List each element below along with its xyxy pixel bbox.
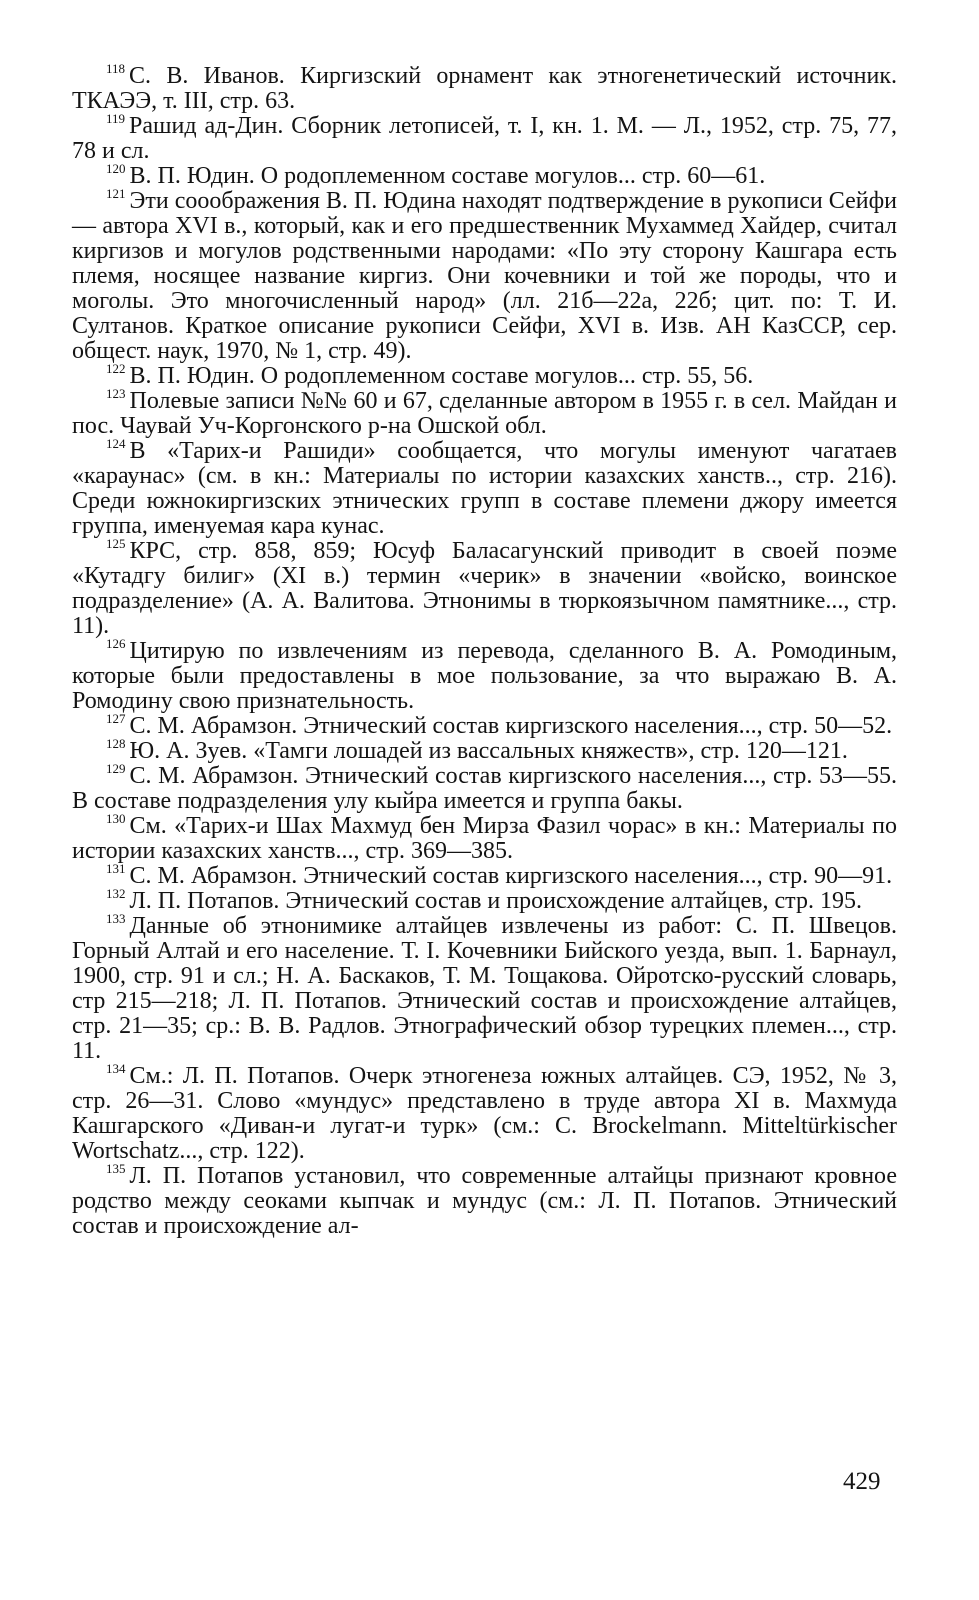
footnote-number: 135 <box>106 1161 126 1176</box>
footnote-text: Цитирую по извлечениям из перевода, сделанного В. А. Ромодиным, которые были предоставлены в мое пользование, за что выражаю В. А. Ромодину свою признательность. <box>72 638 897 714</box>
footnote-131 <box>72 861 897 889</box>
footnote-121 <box>72 186 897 364</box>
page-number: 429 <box>843 1468 881 1495</box>
footnote-number: 129 <box>106 761 126 776</box>
footnote-123 <box>72 386 897 439</box>
footnote-text: КРС, стр. 858, 859; Юсуф Баласагунский приводит в своей поэме «Кутадгу билиг» (XI в.) термин «черик» в значении «войско, воинское подразделение» (А. А. Валитова. Этнонимы в тюркоязычном памятнике..., стр. 11). <box>72 538 897 639</box>
footnote-number: 126 <box>106 636 126 651</box>
footnote-number: 125 <box>106 536 126 551</box>
footnote-text: Рашид ад-Дин. Сборник летописей, т. I, кн. 1. М. — Л., 1952, стр. 75, 77, 78 и сл. <box>72 113 897 164</box>
footnote-number: 131 <box>106 861 126 876</box>
footnote-text: См.: Л. П. Потапов. Очерк этногенеза южных алтайцев. СЭ, 1952, № 3, стр. 26—31. Слово «мундус» представлено в труде автора XI в. Махмуда Кашгарского «Диван-и лугат-и турк» (см.: C. Brockelmann. Mitteltürkischer Wortschatz..., стр. 122). <box>72 1063 897 1164</box>
footnote-number: 118 <box>106 61 126 76</box>
footnote-text: С. М. Абрамзон. Этнический состав киргизского населения..., стр. 53—55. В составе подразделения улу кыйра имеется и группа бакы. <box>72 763 897 814</box>
footnote-text: Данные об этнонимике алтайцев извлечены из работ: С. П. Швецов. Горный Алтай и его население. Т. I. Кочевники Бийского уезда, вып. 1. Барнаул, 1900, стр. 91 и сл.; Н. А. Баскаков, Т. М. Тощакова. Ойротско-русский словарь, стр 215—218; Л. П. Потапов. Этнический состав и происхождение алтайцев, стр. 21—35; ср.: В. В. Радлов. Этнографический обзор турецких племен..., стр. 11. <box>72 913 897 1064</box>
footnote-number: 119 <box>106 111 126 126</box>
footnote-number: 134 <box>106 1061 126 1076</box>
footnote-text: С. М. Абрамзон. Этнический состав киргизского населения..., стр. 50—52. <box>129 713 893 739</box>
footnote-text: С. М. Абрамзон. Этнический состав киргизского населения..., стр. 90—91. <box>129 863 893 889</box>
footnote-number: 130 <box>106 811 126 826</box>
footnote-text: Л. П. Потапов установил, что современные алтайцы признают кровное родство между сеоками кыпчак и мундус (см.: Л. П. Потапов. Этнический состав и происхождение ал- <box>72 1163 897 1239</box>
footnote-130 <box>72 811 897 864</box>
footnote-126 <box>72 636 897 714</box>
footnote-129 <box>72 761 897 814</box>
footnote-125 <box>72 536 897 639</box>
footnote-number: 124 <box>106 436 126 451</box>
footnote-number: 121 <box>106 186 126 201</box>
footnote-number: 123 <box>106 386 126 401</box>
footnote-120 <box>72 161 897 189</box>
footnote-text: В. П. Юдин. О родоплеменном составе могулов... стр. 60—61. <box>129 163 766 189</box>
footnote-number: 127 <box>106 711 126 726</box>
footnote-number: 120 <box>106 161 126 176</box>
footnote-text: В «Тарих-и Рашиди» сообщается, что могулы именуют чагатаев «караунас» (см. в кн.: Материалы по истории казахских ханств.., стр. 216). Среди южнокиргизских этнических групп в составе племени джору имеется группа, именуемая кара кунас. <box>72 438 897 539</box>
footnote-number: 133 <box>106 911 126 926</box>
footnote-number: 128 <box>106 736 126 751</box>
footnote-number: 122 <box>106 361 126 376</box>
footnote-128 <box>72 736 897 764</box>
footnote-text: В. П. Юдин. О родоплеменном составе могулов... стр. 55, 56. <box>129 363 754 389</box>
footnote-133 <box>72 911 897 1064</box>
footnote-number: 132 <box>106 886 126 901</box>
footnote-text: См. «Тарих-и Шах Махмуд бен Мирза Фазил чорас» в кн.: Материалы по истории казахских ханств..., стр. 369—385. <box>72 813 897 864</box>
footnote-132 <box>72 886 897 914</box>
footnote-text: Л. П. Потапов. Этнический состав и происхождение алтайцев, стр. 195. <box>129 888 862 914</box>
footnotes-list <box>72 61 897 1239</box>
footnote-text: С. В. Иванов. Киргизский орнамент как этногенетический источник. ТКАЭЭ, т. III, стр. 63. <box>72 63 897 114</box>
footnote-text: Эти сооображения В. П. Юдина находят подтверждение в рукописи Сейфи — автора XVI в., который, как и его предшественник Мухаммед Хайдер, считал киргизов и могулов родственными народами: «По эту сторону Кашгара есть племя, носящее название киргиз. Они кочевники и той же породы, что и моголы. Это многочисленный народ» (лл. 21б—22а, 22б; цит. по: Т. И. Султанов. Краткое описание рукописи Сейфи, XVI в. Изв. АН КазССР, сер. общест. наук, 1970, № 1, стр. 49). <box>72 188 897 364</box>
footnote-122 <box>72 361 897 389</box>
footnote-135 <box>72 1161 897 1239</box>
footnote-text: Ю. А. Зуев. «Тамги лошадей из вассальных княжеств», стр. 120—121. <box>129 738 848 764</box>
footnote-118 <box>72 61 897 114</box>
footnote-119 <box>72 111 897 164</box>
footnote-text: Полевые записи №№ 60 и 67, сделанные автором в 1955 г. в сел. Майдан и пос. Чаувай Уч-Коргонского р-на Ошской обл. <box>72 388 897 439</box>
footnote-134 <box>72 1061 897 1164</box>
footnote-127 <box>72 711 897 739</box>
footnote-124 <box>72 436 897 539</box>
